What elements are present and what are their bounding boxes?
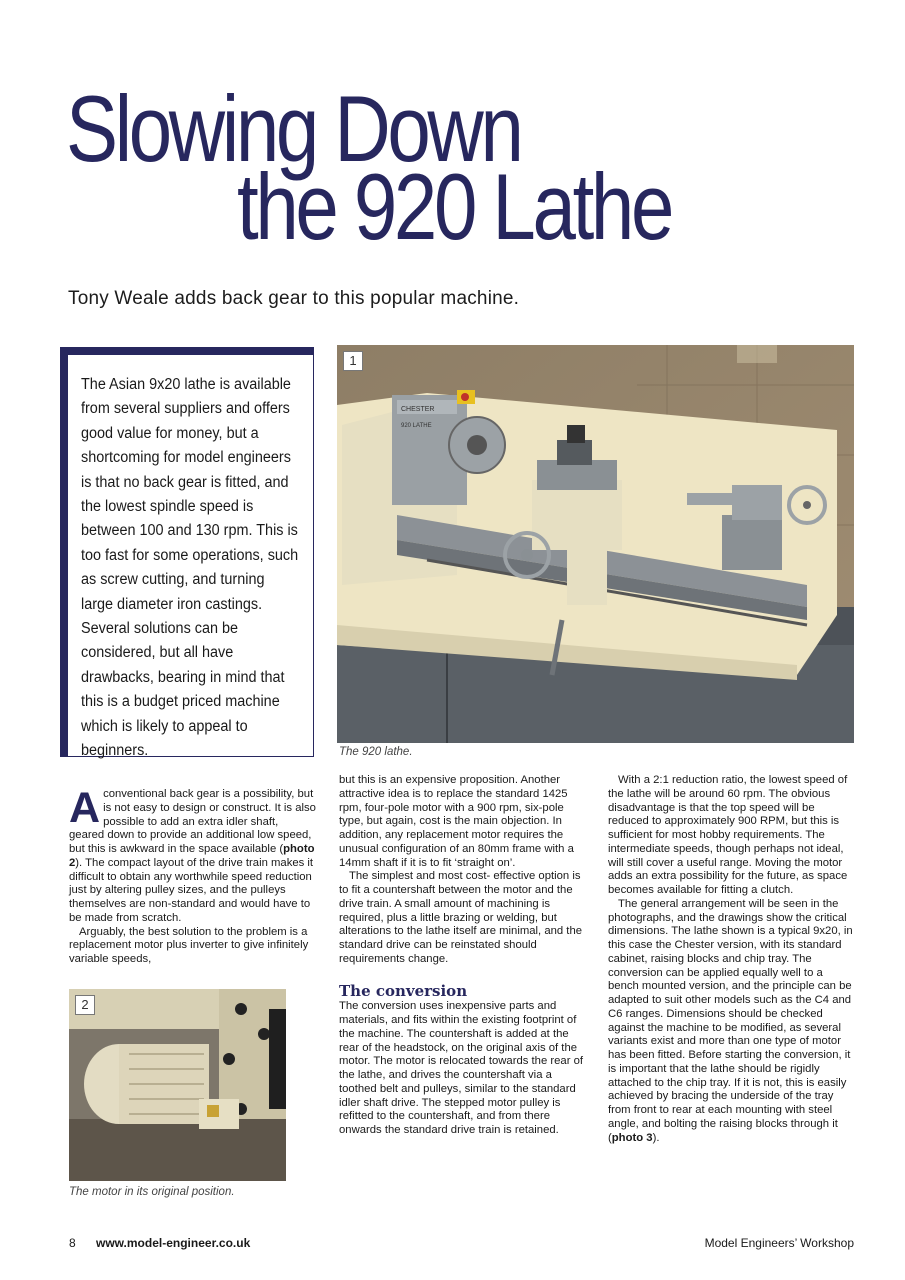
motor-illustration (69, 989, 286, 1181)
paragraph: Aconventional back gear is a possibility, but is not easy to design or construct. It is also possible to add an extra idler shaft, geared down to provide an additional low speed, but this is awkward in the space available (photo 2). The compact layout of the drive train makes it difficult to obtain any worthwhile speed reduction just by altering pulley sizes, and the pulleys themselves are non-standard and would have to be made from scratch. (69, 784, 316, 924)
footer-website: www.model-engineer.co.uk (96, 1236, 251, 1250)
drop-cap: A (69, 784, 101, 832)
photo-caption-1: The 920 lathe. (339, 746, 413, 758)
section-heading: The conversion (339, 981, 468, 1000)
photo-number-2: 2 (75, 995, 95, 1015)
standfirst: Tony Weale adds back gear to this popular machine. (68, 288, 520, 309)
page-number: 8 (69, 1236, 76, 1250)
paragraph: The simplest and most cost- effective option is to fit a countershaft between the motor and the drive train. A small amount of machining is required, plus a little brazing or welding, but alterations to the lathe itself are minimal, and the standard drive can be reinstated should requirements change. (339, 870, 583, 965)
article-title-line2: the 920 Lathe (237, 154, 672, 259)
article-title-line1: Slowing Down (66, 76, 521, 181)
lathe-brand-label: CHESTER (401, 406, 435, 413)
body-column-1 (69, 784, 316, 967)
photo-number-1: 1 (343, 351, 363, 371)
intro-text: The Asian 9x20 lathe is available from several suppliers and offers good value for money, but a shortcoming for model engineers is that no back gear is fitted, and the lowest spindle speed is between 100 and 130 rpm. This is too fast for some operations, such as screw cutting, and turning large diameter iron castings. Several solutions can be considered, but all have drawbacks, bearing in mind that this is a budget priced machine which is likely to appeal to beginners. (81, 376, 299, 760)
lathe-model-label: 920 LATHE (401, 423, 432, 429)
photo-caption-2: The motor in its original position. (69, 1186, 235, 1198)
lathe-illustration (337, 345, 854, 743)
paragraph: With a 2:1 reduction ratio, the lowest speed of the lathe will be around 60 rpm. The obvious disadvantage is that the top speed will be reduced to approximately 900 RPM, but this is sufficient for most hobby requirements. The intermediate speeds, though perhaps not ideal, will still cover a useful range. Moving the motor adds an extra possibility for the future, as space becomes available for fitting a clutch. (608, 774, 848, 896)
photo-motor (69, 989, 286, 1181)
paragraph: but this is an expensive proposition. Another attractive idea is to replace the standard 1425 rpm, four-pole motor with a 900 rpm, six-pole type, but again, cost is the main objection. In addition, any replacement motor requires the unusual configuration of an 80mm frame with a 14mm shaft if it is to fit ‘straight on’. (339, 774, 574, 869)
paragraph: The general arrangement will be seen in the photographs, and the drawings show the critical dimensions. The lathe shown is a typical 9x20, in this case the Chester version, with its standard cabinet, raising blocks and chip tray. The conversion can be applied equally well to a bench mounted version, and the principle can be adapted to suit other models such as the C4 and C6 ranges. Dimensions should be checked against the machine to be modified, as several variants exist and more than one type of motor has been fitted. Before starting the conversion, it is important that the lathe should be rigidly attached to the chip tray. If it is not, this is easily achieved by bracing the underside of the tray from front to rear at each mounting with steel angle, and bolting the raising blocks through it (photo 3). (608, 897, 853, 1144)
body-column-2 (339, 774, 586, 1138)
paragraph: Arguably, the best solution to the problem is a replacement motor plus inverter to give infinitely variable speeds, (69, 925, 309, 965)
photo-lathe (337, 345, 854, 743)
footer-magazine: Model Engineers’ Workshop (704, 1236, 854, 1250)
body-column-3 (608, 774, 855, 1145)
paragraph: The conversion uses inexpensive parts and materials, and fits within the existing footprint of the machine. The countershaft is added at the rear of the headstock, on the original axis of the motor. The motor is relocated towards the rear of the lathe, and drives the countershaft via a toothed belt and pulleys, similar to the standard idler shaft drive. The stepped motor pulley is refitted to the countershaft, and from there onwards the standard drive train is retained. (339, 1000, 584, 1136)
